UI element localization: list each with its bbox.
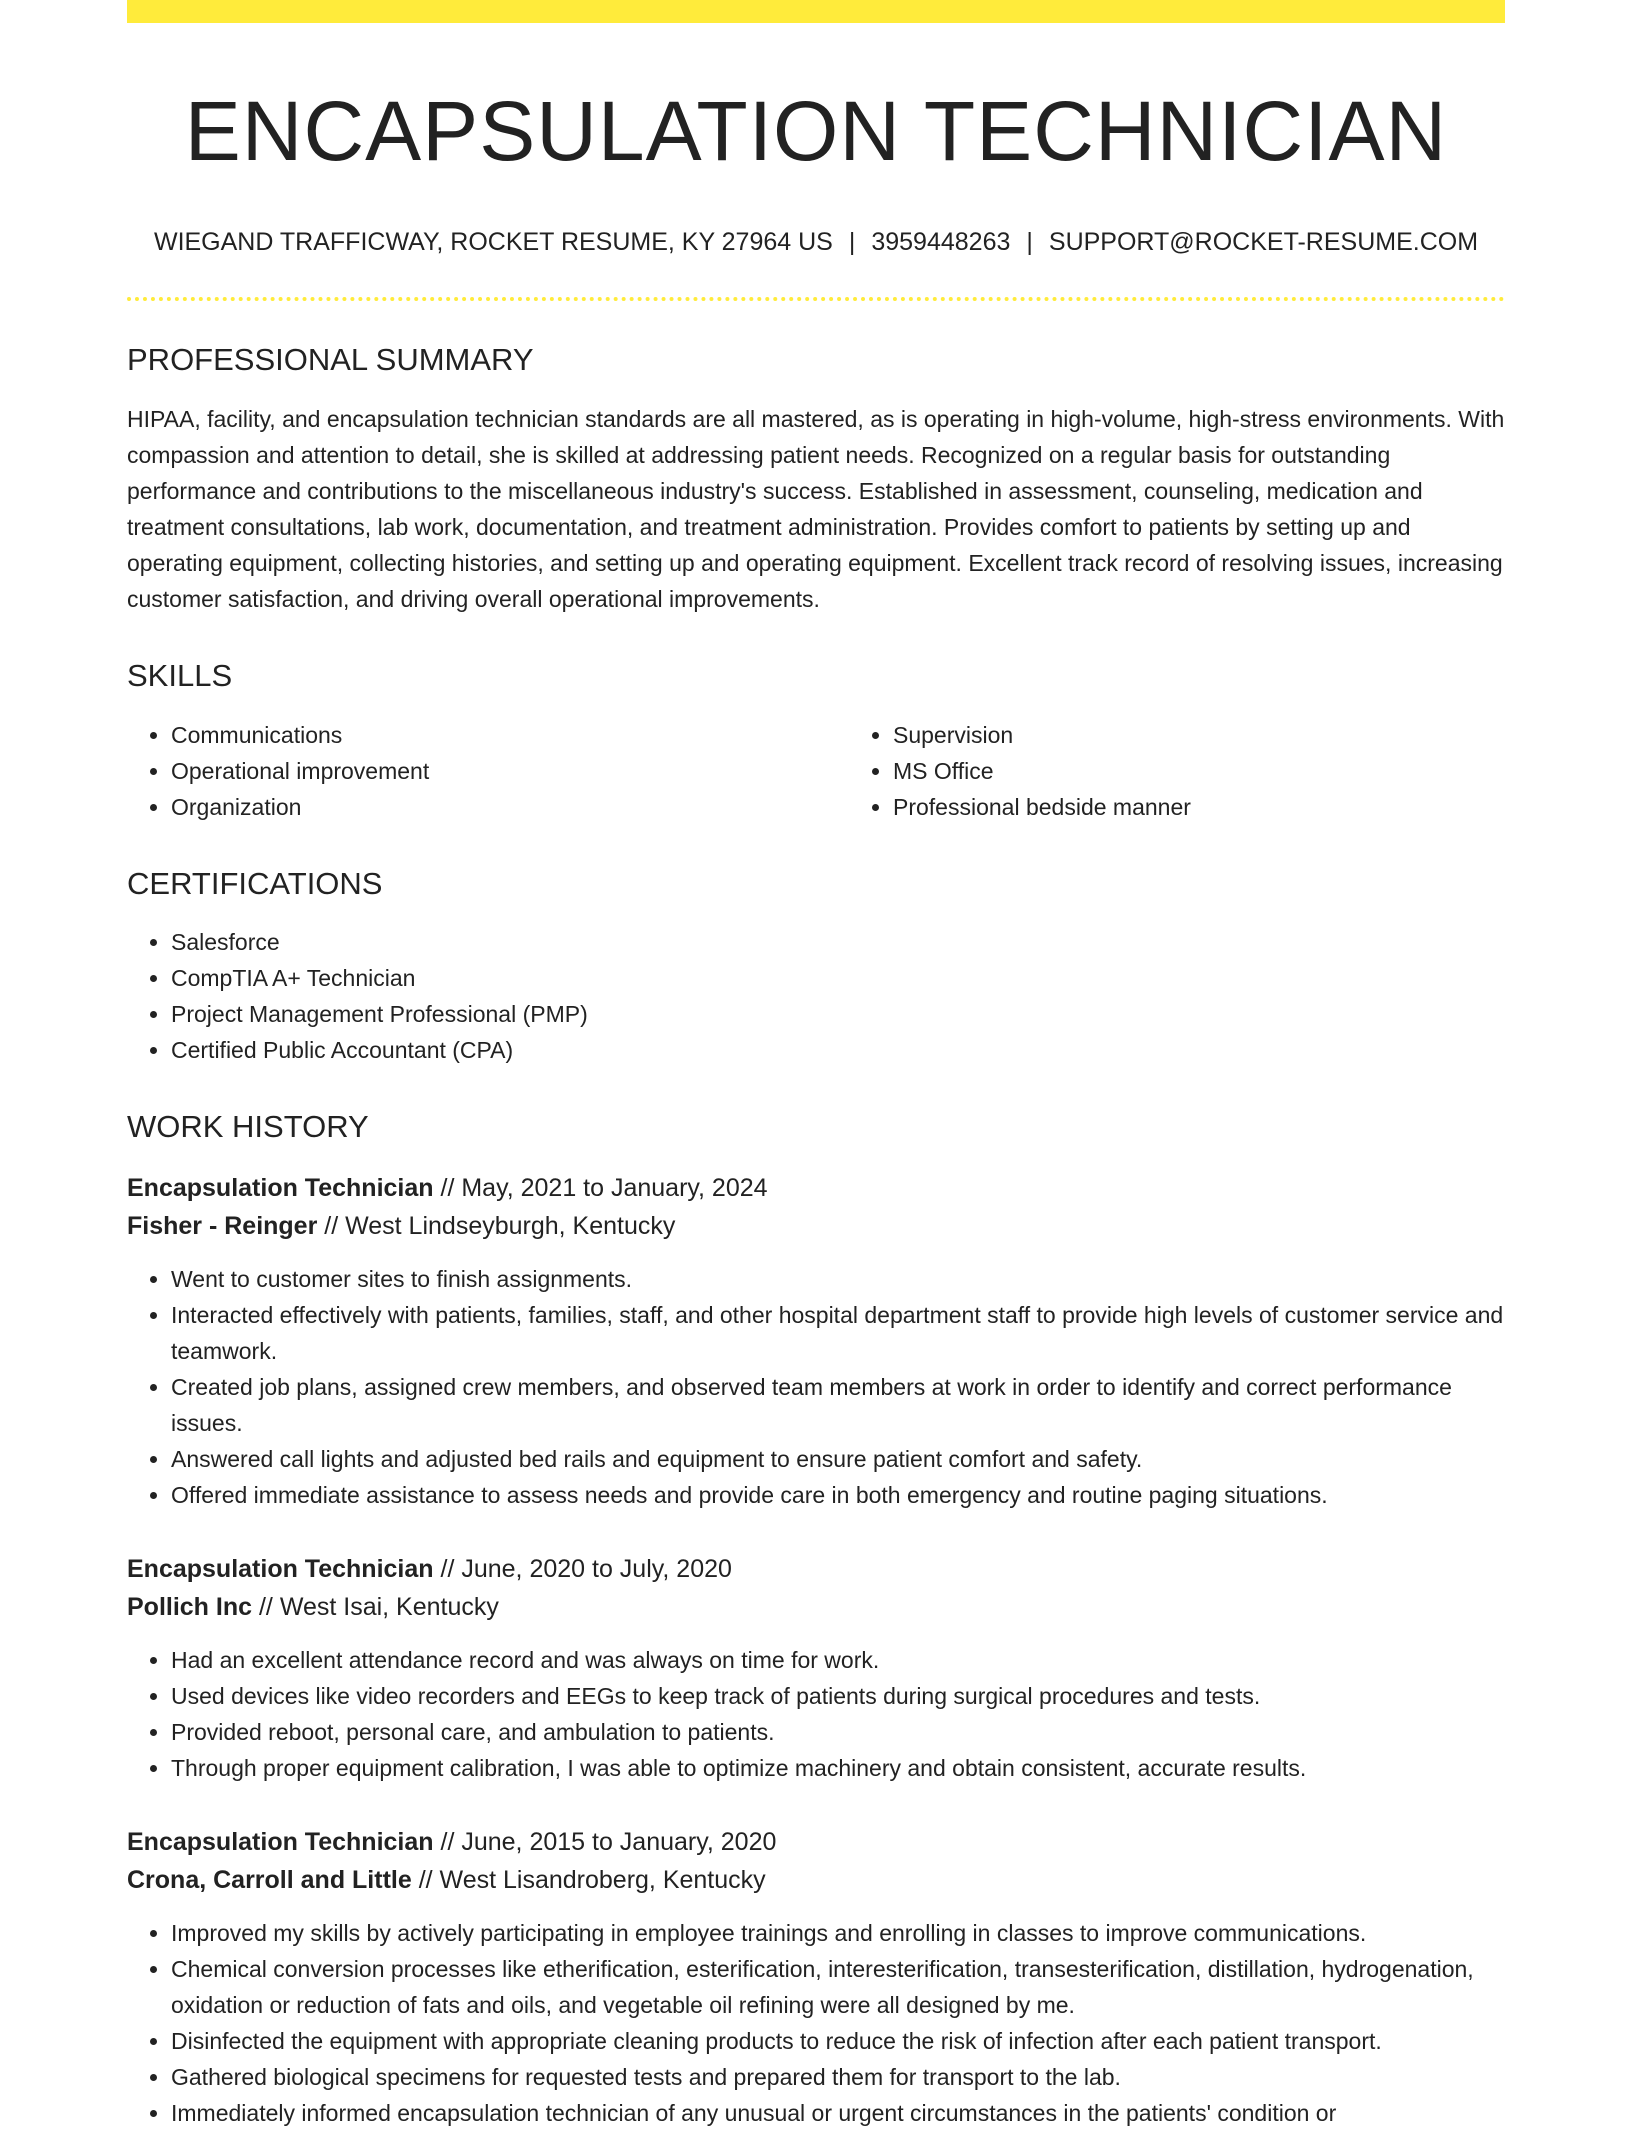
professional-summary-section (127, 341, 1505, 617)
contact-email: SUPPORT@ROCKET-RESUME.COM (1048, 227, 1479, 256)
job-dates: // June, 2015 to January, 2020 (440, 1828, 777, 1857)
company-line (127, 1861, 1505, 1899)
job-location: // West Isai, Kentucky (258, 1593, 499, 1622)
job-entry (127, 1550, 1505, 1786)
certifications-section (127, 865, 1505, 1068)
accent-top-bar (127, 0, 1505, 23)
company-name: Crona, Carroll and Little (127, 1866, 412, 1895)
contact-address: WIEGAND TRAFFICWAY, ROCKET RESUME, KY 27964 US (153, 227, 833, 256)
job-bullet: • Disinfected the equipment with appropriate cleaning products to reduce the risk of infection after each patient transport. (171, 2023, 1505, 2059)
certification-item: • Salesforce (171, 924, 1505, 960)
job-dates: // June, 2020 to July, 2020 (440, 1555, 732, 1584)
certification-item: • Certified Public Accountant (CPA) (171, 1032, 1505, 1068)
company-line (127, 1207, 1505, 1245)
certifications-list (127, 924, 1505, 1068)
section-title-work-history: WORK HISTORY (127, 1108, 369, 1144)
job-bullet: • Provided reboot, personal care, and ambulation to patients. (171, 1714, 1505, 1750)
job-bullet: • Chemical conversion processes like etherification, esterification, interesterification, transesterification, distillation, hydrogenation, oxidation or reduction of fats and oils, and vegetable oil refining were all designed by me. (171, 1951, 1505, 2023)
section-title-certifications: CERTIFICATIONS (127, 865, 383, 901)
job-bullet: • Gathered biological specimens for requested tests and prepared them for transport to the lab. (171, 2059, 1505, 2095)
company-name: Pollich Inc (127, 1593, 253, 1622)
job-title: Encapsulation Technician (127, 1555, 434, 1584)
skills-section (127, 657, 1505, 824)
job-bullet: • Answered call lights and adjusted bed rails and equipment to ensure patient comfort and safety. (171, 1441, 1505, 1477)
resume-page (127, 0, 1505, 2131)
company-name: Fisher - Reinger (127, 1212, 318, 1241)
job-bullet: • Interacted effectively with patients, families, staff, and other hospital department staff to provide high levels of customer service and teamwork. (171, 1297, 1505, 1369)
job-bullet: • Offered immediate assistance to assess needs and provide care in both emergency and routine paging situations. (171, 1477, 1505, 1513)
job-header (127, 1550, 1505, 1626)
job-header (127, 1823, 1505, 1899)
job-bullet: • Immediately informed encapsulation technician of any unusual or urgent circumstances in the patients' condition or (171, 2095, 1505, 2131)
section-title-summary: PROFESSIONAL SUMMARY (127, 342, 534, 378)
skills-columns (127, 695, 1505, 825)
contact-separator: | (1026, 227, 1033, 256)
job-bullet: • Used devices like video recorders and EEGs to keep track of patients during surgical procedures and tests. (171, 1678, 1505, 1714)
skills-list-right (849, 717, 1571, 825)
job-bullet: • Created job plans, assigned crew members, and observed team members at work in order to identify and correct performance issues. (171, 1369, 1505, 1441)
job-bullet: • Went to customer sites to finish assignments. (171, 1261, 1505, 1297)
job-bullets (127, 1642, 1505, 1786)
work-history-section (127, 1108, 1505, 2131)
job-title-line (127, 1550, 1505, 1588)
resume-name-heading: ENCAPSULATION TECHNICIAN (184, 84, 1448, 178)
job-bullet: • Improved my skills by actively participating in employee trainings and enrolling in classes to improve communications. (171, 1915, 1505, 1951)
job-bullet: • Through proper equipment calibration, I was able to optimize machinery and obtain consistent, accurate results. (171, 1750, 1505, 1786)
contact-separator: | (848, 227, 856, 256)
job-entry (127, 1823, 1505, 2131)
job-bullets (127, 1915, 1505, 2131)
contact-line (127, 226, 1505, 259)
skill-item: • Professional bedside manner (893, 789, 1571, 825)
job-title: Encapsulation Technician (127, 1174, 434, 1203)
job-location: // West Lindseyburgh, Kentucky (324, 1212, 676, 1241)
skill-item: • Operational improvement (171, 753, 849, 789)
job-title-line (127, 1169, 1505, 1207)
certification-item: • Project Management Professional (PMP) (171, 996, 1505, 1032)
dotted-divider (127, 297, 1505, 301)
job-bullets (127, 1261, 1505, 1513)
skills-list-left (127, 717, 849, 825)
skill-item: • Communications (171, 717, 849, 753)
job-header (127, 1169, 1505, 1245)
job-entry (127, 1169, 1505, 1513)
company-line (127, 1588, 1505, 1626)
job-bullet: • Had an excellent attendance record and was always on time for work. (171, 1642, 1505, 1678)
skill-item: • Supervision (893, 717, 1571, 753)
skill-item: • MS Office (893, 753, 1571, 789)
contact-phone: 3959448263 (871, 227, 1011, 256)
job-dates: // May, 2021 to January, 2024 (440, 1174, 768, 1203)
job-title-line (127, 1823, 1505, 1861)
section-title-skills: SKILLS (127, 658, 233, 694)
job-location: // West Lisandroberg, Kentucky (418, 1866, 766, 1895)
certification-item: • CompTIA A+ Technician (171, 960, 1505, 996)
job-title: Encapsulation Technician (127, 1828, 434, 1857)
skill-item: • Organization (171, 789, 849, 825)
summary-text: HIPAA, facility, and encapsulation technician standards are all mastered, as is operating in high-volume, high-stress environments. With compassion and attention to detail, she is skilled at addressing patient needs. Recognized on a regular basis for outstanding performance and contributions to the miscellaneous industry's success. Established in assessment, counseling, medication and treatment consultations, lab work, documentation, and treatment administration. Provides comfort to patients by setting up and operating equipment, collecting histories, and setting up and operating equipment. Excellent track record of resolving issues, increasing customer satisfaction, and driving overall operational improvements. (127, 406, 1505, 613)
